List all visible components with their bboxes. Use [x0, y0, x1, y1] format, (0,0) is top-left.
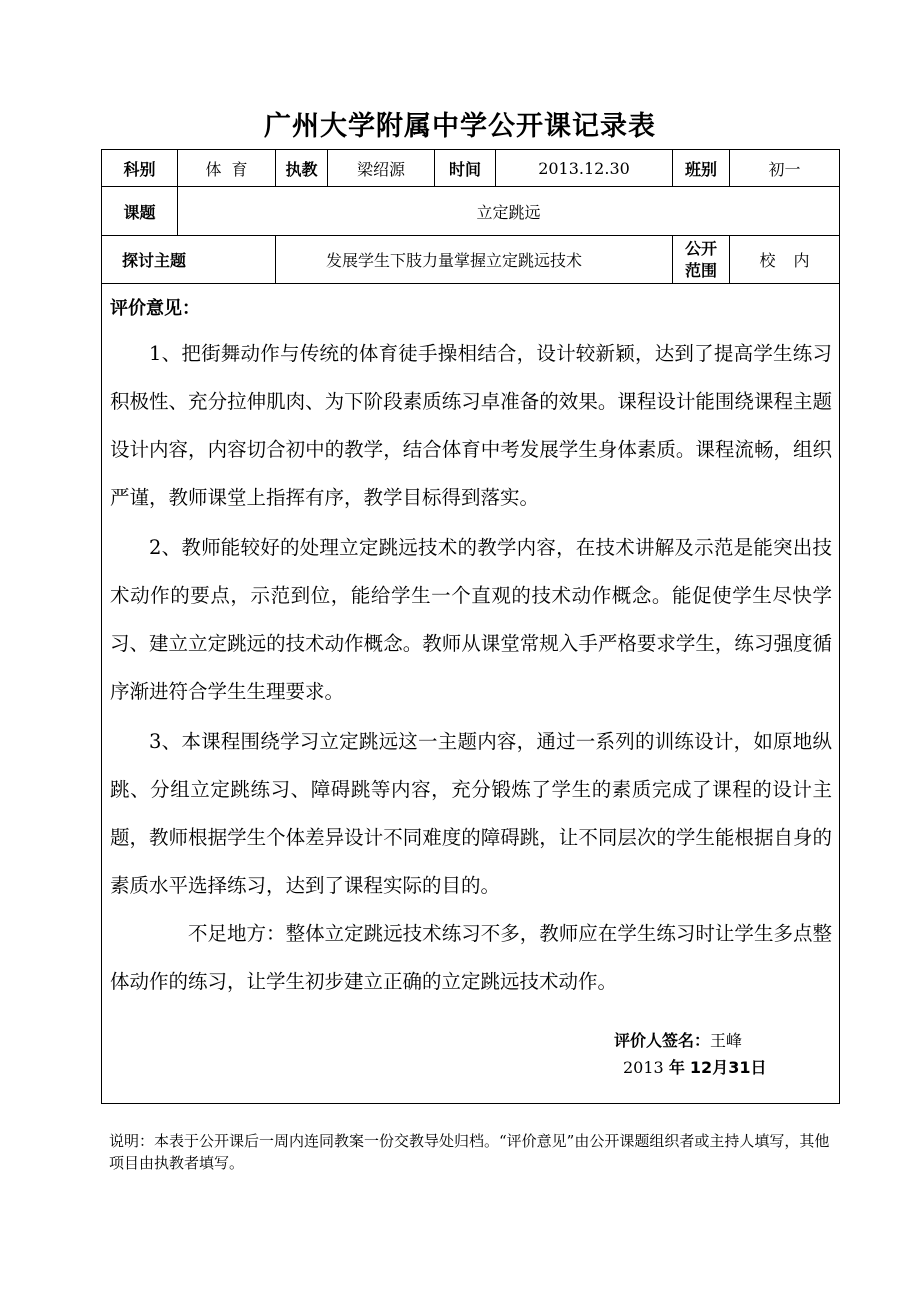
info-row-3 — [102, 236, 840, 284]
evaluation-date — [623, 1055, 766, 1078]
scope-label — [673, 236, 730, 284]
class-label: 班别 — [673, 150, 730, 187]
subject-value-text: 体育 — [205, 159, 258, 179]
subject-value — [178, 150, 276, 187]
footer-note: 说明：本表于公开课后一周内连同教案一份交教导处归档。“评价意见”由公开课题组织者或主持人填写，其他项目由执教者填写。 — [109, 1132, 830, 1172]
scope-value-text: 校内 — [759, 251, 828, 270]
date-year: 2013 — [623, 1058, 664, 1077]
evaluation-paragraph-2: 2、教师能较好的处理立定跳远技术的教学内容，在技术讲解及示范是能突出技术动作的要点，示范到位，能给学生一个直观的技术动作概念。能促使学生尽快学习、建立立定跳远的技术动作概念。教师从课堂常规入手严格要求学生，练习强度循序渐进符合学生生理要求。 — [110, 536, 832, 703]
theme-label — [102, 236, 276, 284]
evaluation-paragraph-1: 1、把街舞动作与传统的体育徒手操相结合，设计较新颖，达到了提高学生练习积极性、充分拉伸肌肉、为下阶段素质练习卓准备的效果。课程设计能围绕课程主题设计内容，内容切合初中的教学，结合体育中考发展学生身体素质。课程流畅，组织严谨，教师课堂上指挥有序，教学目标得到落实。 — [110, 342, 832, 509]
evaluation-paragraph-4: 不足地方：整体立定跳远技术练习不多，教师应在学生练习时让学生多点整体动作的练习，让学生初步建立正确的立定跳远技术动作。 — [110, 922, 832, 993]
evaluation-cell — [102, 284, 840, 1104]
theme-label-text: 探讨主题 — [122, 251, 187, 270]
page-title: 广州大学附属中学公开课记录表 — [264, 111, 656, 142]
theme-value — [276, 236, 673, 284]
evaluation-paragraph-3: 3、本课程围绕学习立定跳远这一主题内容，通过一系列的训练设计，如原地纵跳、分组立定跳练习、障碍跳等内容，充分锻炼了学生的素质完成了课程的设计主题，教师根据学生个体差异设计不同难度的障碍跳，让不同层次的学生能根据自身的素质水平选择练习，达到了课程实际的目的。 — [110, 730, 832, 897]
evaluation-row — [102, 284, 840, 1104]
subject-label: 科别 — [102, 150, 178, 187]
info-row-1 — [102, 150, 840, 187]
teacher-value: 梁绍源 — [328, 150, 435, 187]
evaluation-heading: 评价意见： — [110, 298, 200, 319]
class-value: 初一 — [730, 150, 840, 187]
signer-name: 王峰 — [710, 1031, 743, 1050]
time-value: 2013.12.30 — [496, 150, 673, 187]
evaluation-content — [102, 284, 839, 1103]
scope-label-line2: 范围 — [684, 260, 717, 280]
scope-value — [730, 236, 840, 284]
record-table — [101, 149, 840, 1104]
topic-label: 课题 — [102, 187, 178, 236]
teacher-label: 执教 — [276, 150, 328, 187]
date-month-day: 12月31日 — [689, 1058, 767, 1077]
theme-value-text: 发展学生下肢力量掌握立定跳远技术 — [326, 251, 583, 270]
topic-value: 立定跳远 — [178, 187, 840, 236]
signer-line — [614, 1028, 742, 1051]
info-row-2 — [102, 187, 840, 236]
signer-label: 评价人签名： — [614, 1031, 711, 1050]
date-year-unit: 年 — [668, 1058, 685, 1077]
scope-label-line1: 公开 — [684, 238, 717, 258]
time-label: 时间 — [435, 150, 496, 187]
